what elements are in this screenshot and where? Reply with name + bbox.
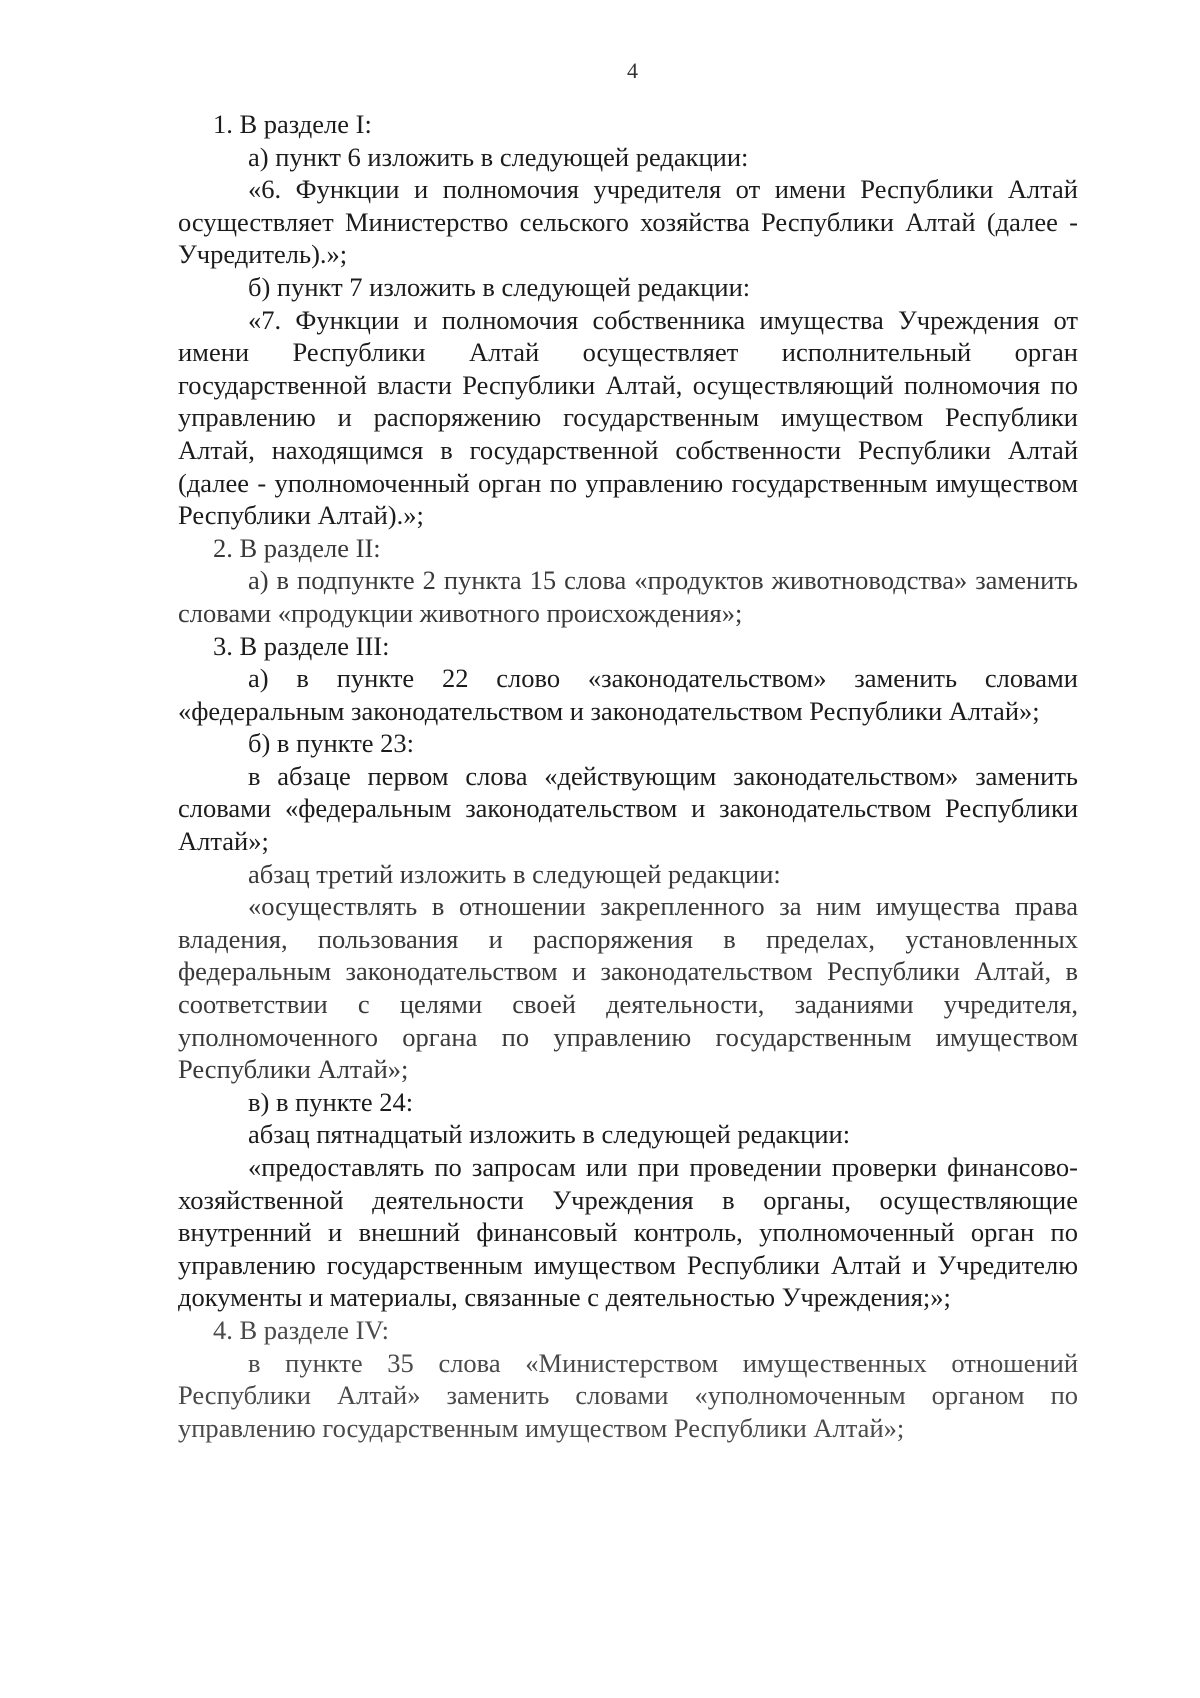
item-1b-text: «7. Функции и полномочия собственника имущества Учреждения от имени Республики Алтай осуществляет исполнительный орган государственной власти Республики Алтай, осуществляющий полномочия по управлению и распоряжению государственным имуществом Республики Алтай, находящимся в государственной собственности Республики Алтай (далее - уполномоченный орган по управлению государственным имуществом Республики Алтай).»; (178, 304, 1078, 531)
item-3b-para3-intro: абзац третий изложить в следующей редакции: (248, 858, 781, 889)
item-1b-intro: б) пункт 7 изложить в следующей редакции: (248, 271, 751, 302)
item-4-text: в пункте 35 слова «Министерством имущественных отношений Республики Алтай» заменить словами «уполномоченным органом по управлению государственным имуществом Республики Алтай»; (178, 1347, 1078, 1443)
item-3v-para15-intro: абзац пятнадцатый изложить в следующей редакции: (248, 1119, 851, 1150)
section-3-heading: 3. В разделе III: (213, 630, 390, 661)
document-body (178, 108, 1078, 1444)
item-3b-para1: в абзаце первом слова «действующим законодательством» заменить словами «федеральным законодательством и законодательством Республики Алтай»; (178, 760, 1078, 857)
item-3v-para15-text: «предоставлять по запросам или при проведении проверки финансово-хозяйственной деятельности Учреждения в органы, осуществляющие внутренний и внешний финансовый контроль, уполномоченный орган по управлению государственным имуществом Республики Алтай и Учредителю документы и материалы, связанные с деятельностью Учреждения;»; (178, 1152, 1078, 1313)
item-2a-text: а) в подпункте 2 пункта 15 слова «продуктов животноводства» заменить словами «продукции животного происхождения»; (178, 565, 1078, 628)
section-1-heading: 1. В разделе I: (213, 109, 372, 139)
item-3b-intro: б) в пункте 23: (248, 728, 415, 759)
item-3b-para3-text: «осуществлять в отношении закрепленного за ним имущества права владения, пользования и распоряжения в пределах, установленных федеральным законодательством и законодательством Республики Алтай, в соответствии с целями своей деятельности, заданиями учредителя, уполномоченного органа по управлению государственным имуществом Республики Алтай»; (178, 891, 1078, 1085)
page-number: 4 (627, 58, 638, 83)
item-3v-intro: в) в пункте 24: (248, 1086, 414, 1117)
item-1a-text: «6. Функции и полномочия учредителя от имени Республики Алтай осуществляет Министерство сельского хозяйства Республики Алтай (далее - Учредитель).»; (178, 174, 1078, 270)
item-3a-text: а) в пункте 22 слово «законодательством» заменить словами «федеральным законодательством и законодательством Республики Алтай»; (178, 663, 1078, 726)
item-1a-intro: а) пункт 6 изложить в следующей редакции: (248, 141, 749, 172)
section-4-heading: 4. В разделе IV: (213, 1314, 390, 1345)
section-2-heading: 2. В разделе II: (213, 532, 381, 563)
